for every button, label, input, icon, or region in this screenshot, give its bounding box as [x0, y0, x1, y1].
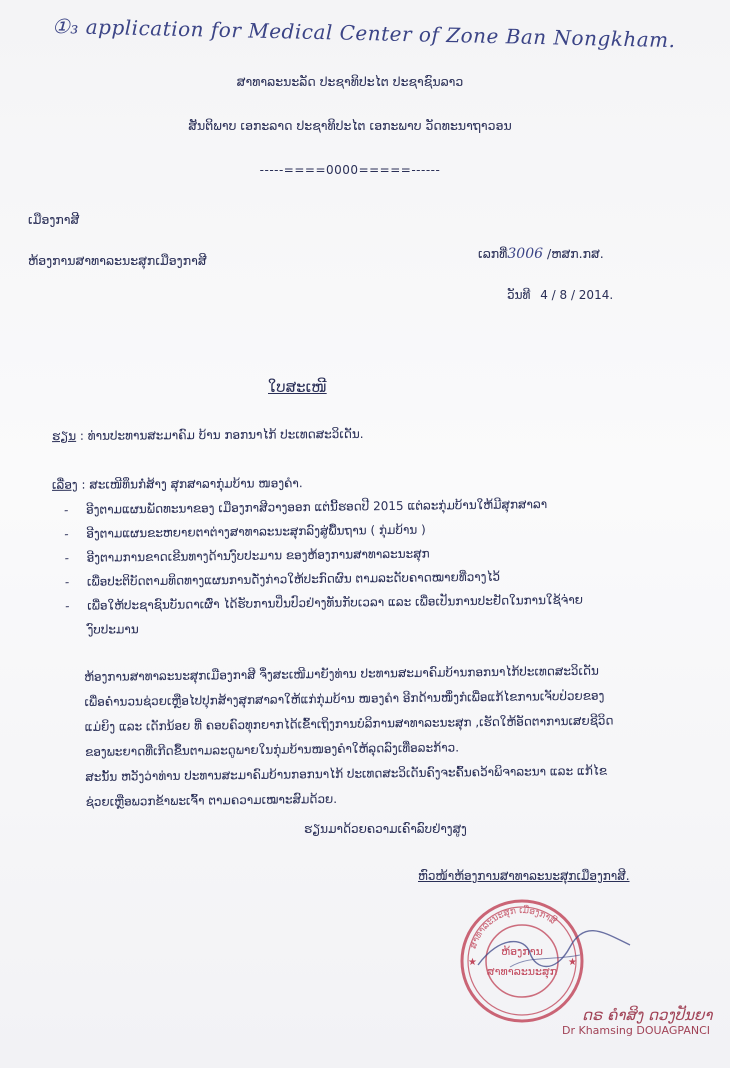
list-item: - ອີງຕາມແຜນຂະຫຍາຍຕາຕ່າງສາທາລະນະສຸກລົງສູ່ພື້ນຖານ ( ກຸ່ມບ້ານ ) [64, 522, 426, 541]
office-name: ຫ້ອງການສາທາລະນະສຸກເມືອງກາສີ [28, 253, 207, 268]
body-line: ສະນັ້ນ ຫວັງວ່າທ່ານ ປະທານສະມາຄົມບ້ານກອກນາໄກ້ ປະເທດສະວິເດັນຄົງຈະຄົ້ນຄວ້າພິຈາລະນາ ແລະ ແກ້ໄຂ [85, 763, 608, 784]
national-motto: ສັນຕິພາບ ເອກະລາດ ປະຊາທິປະໄຕ ເອກະພາບ ວັດທະນາຖາວອນ [188, 118, 512, 133]
date-value: 4 / 8 / 2014. [540, 288, 614, 302]
addressee-line [52, 427, 364, 443]
stamp-inner-top: ຫ້ອງການ [501, 945, 543, 958]
district-name: ເມືອງກາສີ [28, 212, 80, 227]
country-heading: ສາທາລະນະລັດ ປະຊາທິປະໄຕ ປະຊາຊົນລາວ [236, 74, 464, 89]
bullet-list [64, 497, 583, 645]
body-line: ຊ່ວຍເຫຼືອພວກຂ້າພະເຈົ້າ ຕາມຄວາມເໝາະສົມດ້ວຍ. [85, 791, 338, 809]
body-paragraph [84, 659, 615, 815]
addressee-text: : ທ່ານປະທານສະມາຄົມ ບ້ານ ກອກນາໄກ້ ປະເທດສະວິເດັນ. [79, 426, 364, 443]
signature-scribble [470, 925, 640, 985]
stamp-inner-bottom: ສາທາລະນະສຸກ [486, 965, 558, 978]
reference-handwritten-number: 3006 [507, 246, 544, 262]
addressee-label: ຮຽນ [51, 428, 77, 444]
star-icon: ★ [468, 957, 477, 968]
reference-suffix: /ຫສກ.ກສ. [547, 246, 604, 261]
signatory-title: ຫົວໜ້າຫ້ອງການສາທາລະນະສຸກເມືອງກາສີ. [418, 869, 630, 883]
subject-text: : ສະເໜີທຶນກໍ່ສ້າງ ສຸກສາລາກຸ່ມບ້ານ ໜອງຄໍາ. [81, 476, 303, 492]
subject-label: ເລື່ອງ [51, 477, 78, 492]
date-label: ວັນທີ [507, 288, 531, 302]
body-line: ແມ່ຍິງ ແລະ ເດັກນ້ອຍ ທີ່ ຄອບຄົວທຸກຍາກໄດ້ເຂົ້າເຖິງການບໍລິການສາທາລະນະສຸກ ,ເຮັດໃຫ້ອັດຕາການເສຍຊີວິດ [84, 713, 614, 734]
body-line: ຂອງພະຍາດທີ່ເກີດຂຶ້ນຕາມລະດູພາຍໃນກຸ່ມບ້ານໜອງຄໍາໃຫ້ລຸດລົງເທື່ອລະກ້າວ. [84, 740, 460, 759]
signer-name-lao: ດຣ ຄໍາສິງ ດວງປັນຍາ [582, 1006, 713, 1024]
header-separator: -----====0000=====------ [259, 163, 441, 177]
list-item: - ເພື່ອປະຕິບັດຕາມທິດທາງແຜນການດັ່ງກ່າວໃຫ້ປະກົດຜົນ ຕາມລະດັບຄາດໝາຍທີ່ວາງໄວ້ [64, 569, 501, 589]
closing-salutation: ຮຽນມາດ້ວຍຄວາມເຄົາລົບຢ່າງສູງ [304, 822, 467, 836]
subject-line [52, 476, 303, 492]
stamp-outer-text: ສາທາລະນະສຸກ ເມືອງກາສີ [468, 905, 558, 951]
document-date [507, 288, 613, 302]
list-item-continuation: ງົບປະມານ [87, 622, 139, 637]
list-item: - ອີງຕາມແຜນພັດທະນາຂອງ ເມືອງກາສີວາງອອກ ແຕ່ນີ້ຮອດປີ 2015 ແຕ່ລະກຸ່ມບ້ານໃຫ້ມີສຸກສາລາ [64, 497, 548, 517]
body-line: ຫ້ອງການສາທາລະນະສຸກເມືອງກາສີ ຈຶ່ງສະເໜີມາຍັງທ່ານ ປະທານສະມາຄົມບ້ານກອກນາໄກ້ປະເທດສະວິເດັນ [84, 663, 599, 684]
list-item: - ເພື່ອໃຫ້ປະຊາຊົນບັນດາເຜົ່າ ໄດ້ຮັບການປິ່ນປົວຢ່າງທັນກັບເວລາ ແລະ ເພື່ອເປັນການປະຢັດໃນການໃຊ້ຈ່າຍ [65, 592, 584, 613]
star-icon: ★ [568, 957, 577, 968]
list-item: - ອີງຕາມການຂາດເຂີນທາງດ້ານງົບປະມານ ຂອງຫ້ອງການສາທາລະນະສຸກ [64, 546, 430, 565]
body-line: ເພື່ອຄໍານວນຊ່ວຍເຫຼືອໄປປຸກສ້າງສຸກສາລາໃຫ້ແກ່ກຸ່ມບ້ານ ໜອງຄໍາ ອີກດ້ານໜຶ່ງກໍເພື່ອແກ້ໄຂການເຈັບປ່ວຍຂອງ [84, 688, 605, 709]
handwritten-annotation: ①₃ application for Medical Center of Zone Ban Nongkham. [51, 14, 676, 53]
reference-prefix: ເລກທີ່ [478, 246, 508, 261]
signer-name-latin: Dr Khamsing DOUAGPANCI [562, 1024, 711, 1037]
document-title: ໃບສະເໜີ [268, 378, 327, 396]
reference-number [478, 246, 604, 262]
